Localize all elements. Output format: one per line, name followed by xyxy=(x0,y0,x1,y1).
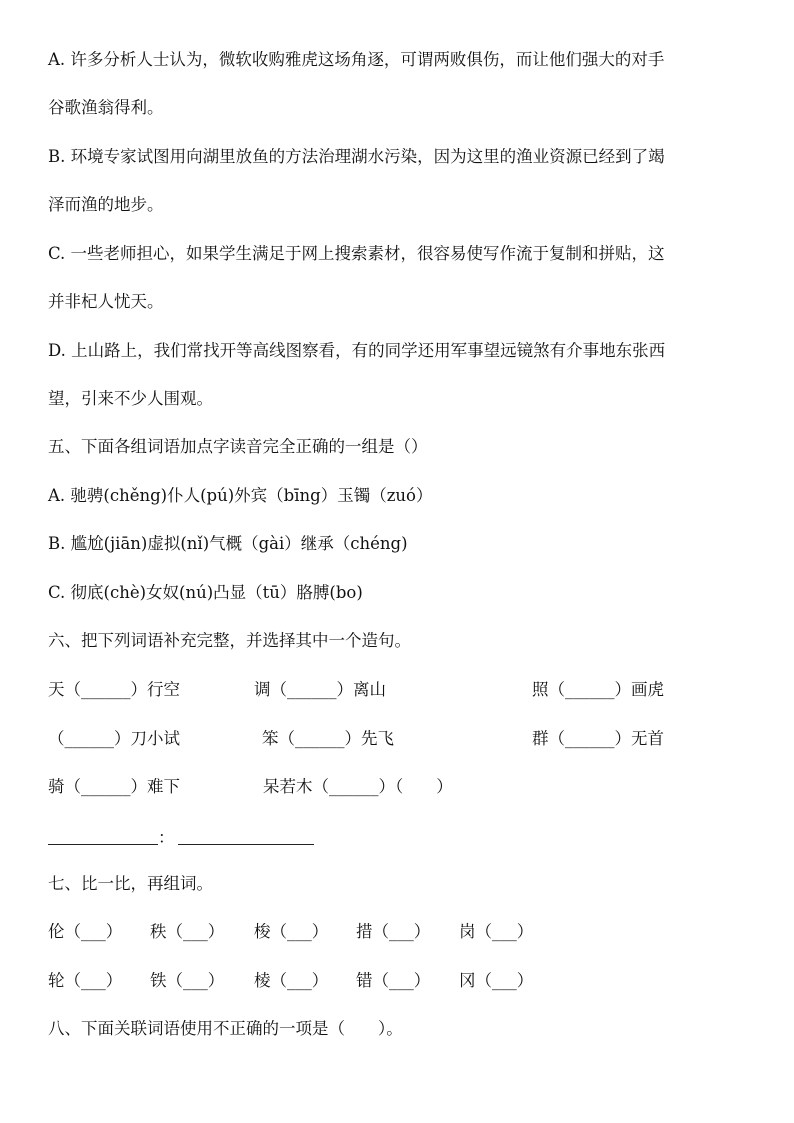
q6-title: 六、把下列词语补充完整，并选择其中一个造句。 xyxy=(48,631,411,650)
q4-option-c-line1: C. 一些老师担心，如果学生满足于网上搜索素材，很容易使写作流于复制和拼贴，这 xyxy=(48,244,665,263)
q7-char-blank[interactable]: 铁（___） xyxy=(150,971,225,990)
q6-idiom-blank[interactable]: 照（______）画虎 xyxy=(532,680,664,699)
q6-idiom-blank[interactable]: 群（______）无首 xyxy=(532,729,664,748)
q8-title: 八、下面关联词语使用不正确的一项是（ ）。 xyxy=(48,1019,403,1038)
q4-option-d-line2: 望，引来不少人围观。 xyxy=(48,389,213,408)
q6-idiom-answer-line[interactable] xyxy=(48,844,158,845)
q7-char-blank[interactable]: 秩（___） xyxy=(150,922,225,941)
q6-idiom-blank[interactable]: 呆若木（______）（ ） xyxy=(263,777,453,796)
q5-option-b: B. 尴尬(jiān)虚拟(nǐ)气概（gài）继承（chéng) xyxy=(48,534,408,553)
q7-char-blank[interactable]: 冈（___） xyxy=(459,971,534,990)
q7-char-blank[interactable]: 梭（___） xyxy=(254,922,329,941)
q7-char-blank[interactable]: 措（___） xyxy=(356,922,431,941)
q6-idiom-blank[interactable]: 天（______）行空 xyxy=(48,680,180,699)
q6-idiom-blank[interactable]: 骑（______）难下 xyxy=(48,777,180,796)
q4-option-b-line1: B. 环境专家试图用向湖里放鱼的方法治理湖水污染，因为这里的渔业资源已经到了竭 xyxy=(48,147,665,166)
q6-sentence-answer-line[interactable] xyxy=(178,844,314,845)
q6-idiom-blank[interactable]: 笨（______）先飞 xyxy=(262,729,394,748)
q5-option-c: C. 彻底(chè)女奴(nú)凸显（tū）胳膊(bo) xyxy=(48,583,363,602)
q7-title: 七、比一比，再组词。 xyxy=(48,874,213,893)
q7-char-blank[interactable]: 岗（___） xyxy=(459,922,534,941)
q4-option-b-line2: 泽而渔的地步。 xyxy=(48,195,164,214)
q4-option-c-line2: 并非杞人忧天。 xyxy=(48,292,164,311)
q7-char-blank[interactable]: 棱（___） xyxy=(254,971,329,990)
q6-colon: ： xyxy=(158,828,175,847)
q6-idiom-blank[interactable]: （______）刀小试 xyxy=(48,729,180,748)
q6-idiom-blank[interactable]: 调（______）离山 xyxy=(254,680,386,699)
q5-title: 五、下面各组词语加点字读音完全正确的一组是（） xyxy=(48,437,428,456)
q4-option-a-line2: 谷歌渔翁得利。 xyxy=(48,98,164,117)
q5-option-a: A. 驰骋(chěng)仆人(pú)外宾（bīng）玉镯（zuó） xyxy=(48,486,433,505)
q7-char-blank[interactable]: 伦（___） xyxy=(48,922,123,941)
q4-option-d-line1: D. 上山路上，我们常找开等高线图察看，有的同学还用军事望远镜煞有介事地东张西 xyxy=(48,341,666,360)
q7-char-blank[interactable]: 错（___） xyxy=(356,971,431,990)
q7-char-blank[interactable]: 轮（___） xyxy=(48,971,123,990)
q4-option-a-line1: A. 许多分析人士认为，微软收购雅虎这场角逐，可谓两败俱伤，而让他们强大的对手 xyxy=(48,50,665,69)
